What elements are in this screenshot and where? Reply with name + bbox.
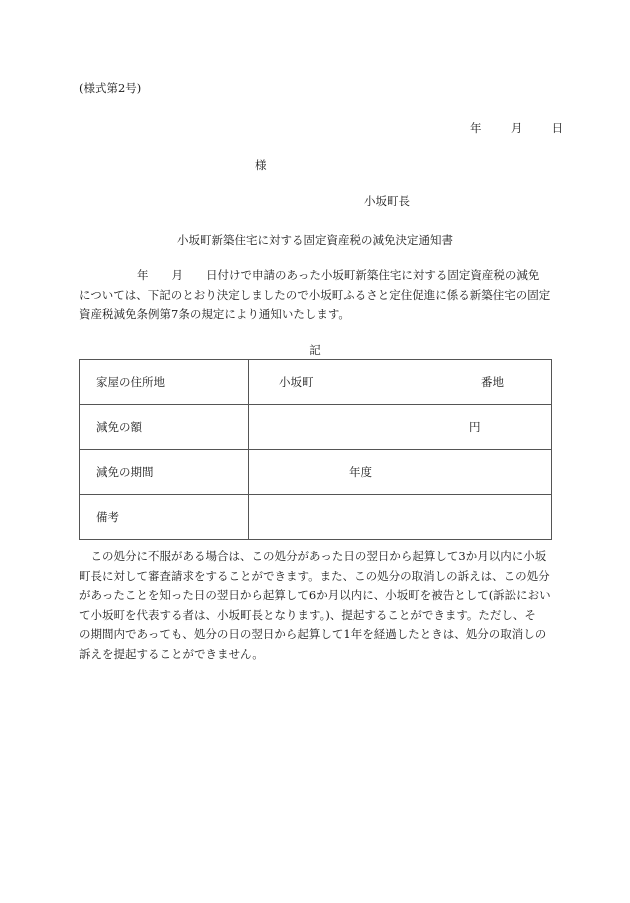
amount-unit: 円	[469, 420, 481, 434]
amount-label: 減免の額	[80, 405, 249, 450]
address-label: 家屋の住所地	[80, 360, 249, 405]
table-row-remarks	[80, 495, 552, 540]
remarks-value-cell	[249, 495, 552, 540]
notice-line-2: 町長に対して審査請求をすることができます。また、この処分の取消しの訴えは、この処分	[79, 568, 550, 583]
date-day: 日	[551, 121, 564, 135]
body-line-3: 資産税減免条例第7条の規定により通知いたします。	[79, 307, 350, 321]
notice-line-5: の期間内であっても、処分の日の翌日から起算して1年を経過したときは、処分の取消しの	[79, 627, 547, 641]
address-town: 小坂町	[279, 375, 314, 389]
notice-line-3: があったことを知った日の翌日から起算して6か月以内に、小坂町を被告として(訴訟におい	[79, 588, 551, 602]
date-month: 月	[510, 121, 523, 135]
table-row-address	[80, 360, 552, 405]
date-year: 年	[470, 121, 482, 135]
table-row-amount	[80, 405, 552, 450]
date-line	[470, 120, 563, 136]
address-banchi: 番地	[481, 375, 504, 389]
issuer: 小坂町長	[364, 194, 410, 208]
table-row-period	[80, 450, 552, 495]
form-number: (様式第2号)	[79, 81, 142, 95]
notice-line-1: この処分に不服がある場合は、この処分があった日の翌日から起算して3か月以内に小坂	[79, 549, 547, 563]
period-label: 減免の期間	[80, 450, 249, 495]
body-line-1: 年 月 日付けで申請のあった小坂町新築住宅に対する固定資産税の減免	[137, 268, 540, 282]
notice-line-6: 訴えを提起することができません。	[79, 646, 264, 661]
addressee-suffix: 様	[255, 158, 267, 172]
address-value-cell	[249, 360, 552, 405]
items-table	[79, 359, 552, 540]
ki-heading: 記	[309, 343, 321, 357]
notice-line-4: て小坂町を代表する者は、小坂町長となります。)、提起することができます。ただし、そ	[79, 607, 536, 622]
amount-value-cell	[249, 405, 552, 450]
period-value-cell	[249, 450, 552, 495]
body-line-2: については、下記のとおり決定しましたので小坂町ふるさと定住促進に係る新築住宅の固定	[79, 287, 551, 302]
body-paragraph	[79, 266, 554, 325]
period-unit: 年度	[349, 465, 372, 479]
document-title: 小坂町新築住宅に対する固定資産税の減免決定通知書	[177, 233, 453, 247]
remarks-label: 備考	[80, 495, 249, 540]
appeal-notice	[79, 547, 554, 664]
